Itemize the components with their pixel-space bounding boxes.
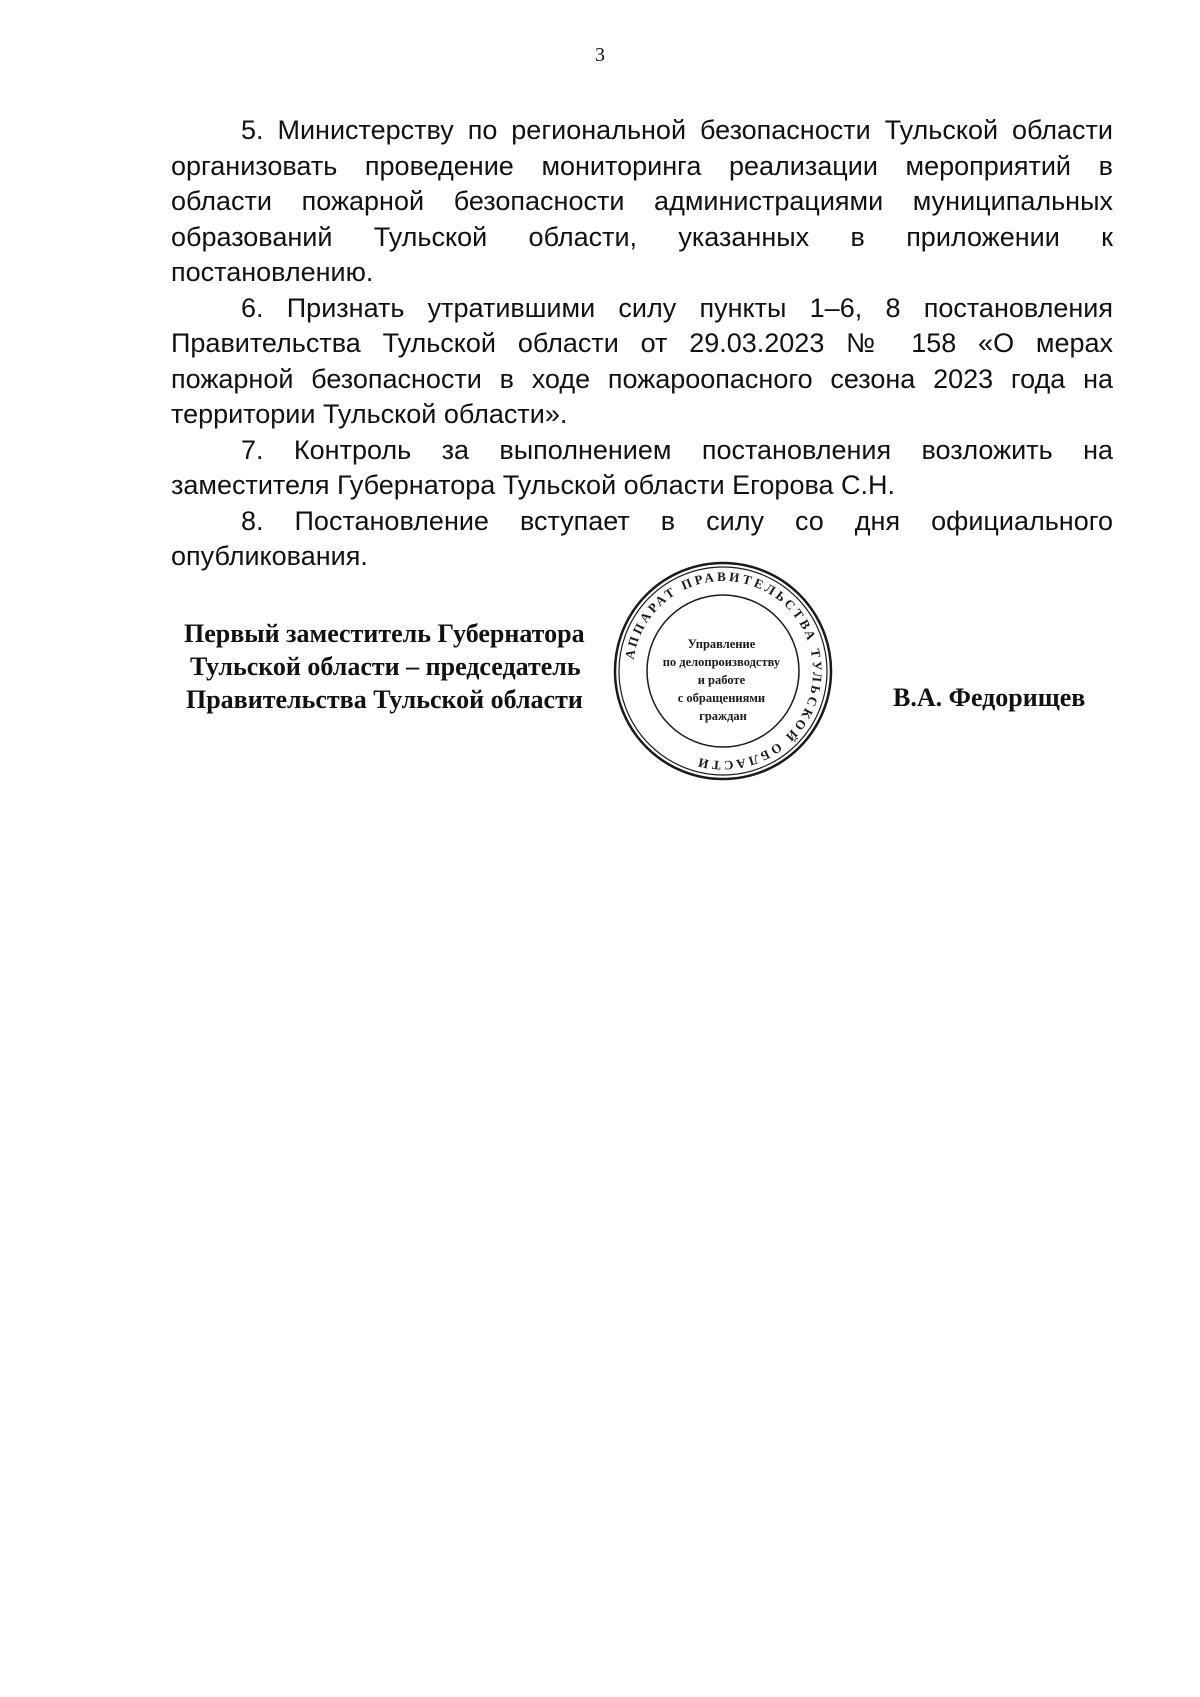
official-stamp [612, 560, 834, 782]
paragraph-5: 5. Министерству по региональной безопасности Тульской области организовать проведение мониторинга реализации мероприятий в области пожарной безопасности администрациями муниципальных образований Тульской области, указанных в приложении к постановлению. [171, 115, 1113, 287]
stamp-inner-ring [647, 595, 799, 747]
stamp-center-line: Управление [687, 637, 756, 651]
page-number: 3 [595, 44, 605, 66]
stamp-center-line: с обращениями [677, 691, 766, 705]
stamp-center-line: граждан [699, 709, 747, 723]
document-body [171, 113, 1113, 575]
signatory-position [184, 617, 585, 716]
paragraph-7: 7. Контроль за выполнением постановления возложить на заместителя Губернатора Тульской области Егорова С.Н. [171, 434, 1113, 500]
paragraph-6: 6. Признать утратившими силу пункты 1–6, 8 постановления Правительства Тульской области от 29.03.2023 № 158 «О мерах пожарной безопасности в ходе пожароопасного сезона 2023 года на территории Тульской области». [171, 292, 1113, 429]
signatory-name: В.А. Федорищев [893, 683, 1086, 712]
stamp-center-line: по делопроизводству [662, 655, 781, 669]
stamp-center-text [663, 637, 784, 723]
stamp-ring-text: АППАРАТ ПРАВИТЕЛЬСТВА ТУЛЬСКОЙ ОБЛАСТИ [621, 568, 826, 774]
stamp-center-line: и работе [697, 673, 746, 687]
signatory-position-line: Правительства Тульской области [186, 685, 583, 714]
paragraph-8: 8. Постановление вступает в силу со дня официального опубликования. [171, 505, 1113, 571]
signatory-position-line: Тульской области – председатель [190, 652, 581, 681]
signatory-position-line: Первый заместитель Губернатора [184, 619, 585, 648]
stamp-outer-ring-inner [619, 567, 827, 775]
